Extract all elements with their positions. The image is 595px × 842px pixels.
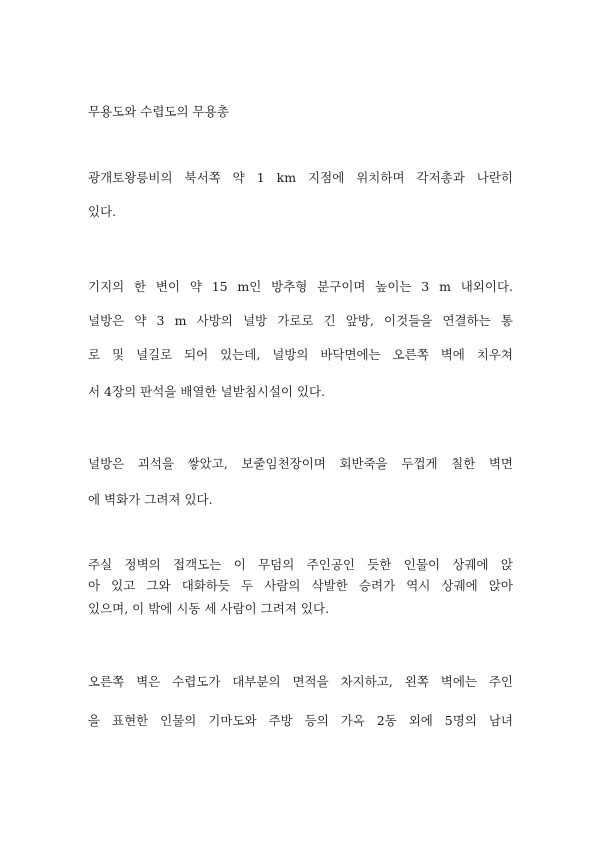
document-title: 무용도와 수렵도의 무용총 [88,104,229,119]
paragraph-line: 로 및 널길로 되어 있는데, 널방의 바닥면에는 오른쪽 벽에 치우쳐 [88,347,513,362]
paragraph-line: 광개토왕릉비의 북서쪽 약 1 km 지점에 위치하며 각저총과 나란히 [88,170,513,185]
paragraph-line: 에 벽화가 그려져 있다. [88,492,213,507]
paragraph-line: 있다. [88,204,117,219]
paragraph-line: 기지의 한 변이 약 15 m인 방추형 분구이며 높이는 3 m 내외이다. [88,279,513,294]
paragraph-line: 오른쪽 벽은 수렵도가 대부분의 면적을 차지하고, 왼쪽 벽에는 주인 [88,674,513,689]
paragraph-line: 을 표현한 인물의 기마도와 주방 등의 가옥 2동 외에 5명의 남녀 [88,713,513,728]
paragraph-line: 널방은 괴석을 쌓았고, 보줄임천장이며 회반죽을 두껍게 칠한 벽면 [88,456,513,471]
paragraph-line: 널방은 약 3 m 사방의 널방 가로로 긴 앞방, 이것들을 연결하는 통 [88,313,513,328]
paragraph-line: 주실 정벽의 접객도는 이 무덤의 주인공인 듯한 인물이 상궤에 앉 [88,557,513,572]
paragraph-line: 있으며, 이 밖에 시동 세 사람이 그려져 있다. [88,601,330,616]
paragraph-line: 서 4장의 판석을 배열한 널받침시설이 있다. [88,384,326,399]
paragraph-line: 아 있고 그와 대화하듯 두 사람의 삭발한 승려가 역시 상궤에 앉아 [88,578,513,593]
